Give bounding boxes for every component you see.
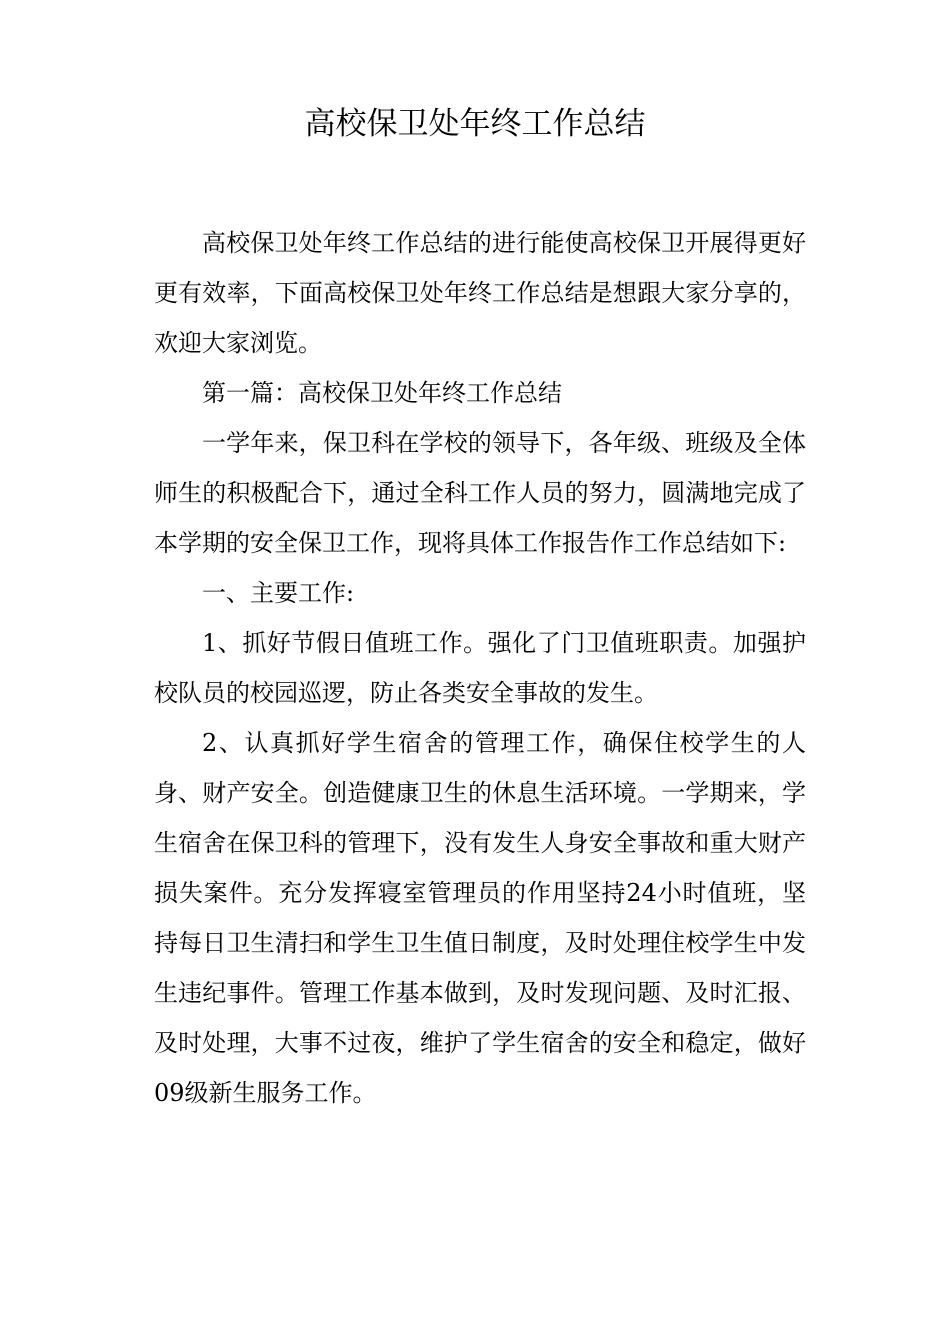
paragraph-item-1: 1、抓好节假日值班工作。强化了门卫值班职责。加强护校队员的校园巡逻，防止各类安全事故的发生。 [154,629,806,707]
paragraph-overview: 一学年来，保卫科在学校的领导下，各年级、班级及全体师生的积极配合下，通过全科工作人员的努力，圆满地完成了本学期的安全保卫工作，现将具体工作报告作工作总结如下: [154,429,806,557]
paragraph-main-work-heading: 一、主要工作: [202,579,355,607]
paragraph-item-2: 2、认真抓好学生宿舍的管理工作，确保住校学生的人身、财产安全。创造健康卫生的休息生活环境。一学期来，学生宿舍在保卫科的管理下，没有发生人身安全事故和重大财产损失案件。充分发挥寝室管理员的作用坚持24小时值班，坚持每日卫生清扫和学生卫生值日制度，及时处理住校学生中发生违纪事件。管理工作基本做到，及时发现问题、及时汇报、及时处理，大事不过夜，维护了学生宿舍的安全和稳定，做好09级新生服务工作。 [154,729,806,1107]
document-title: 高校保卫处年终工作总结 [304,106,646,142]
paragraph-section-heading: 第一篇：高校保卫处年终工作总结 [202,379,562,407]
paragraph-intro: 高校保卫处年终工作总结的进行能使高校保卫开展得更好更有效率，下面高校保卫处年终工作总结是想跟大家分享的，欢迎大家浏览。 [154,229,806,357]
document-body [154,218,806,1118]
